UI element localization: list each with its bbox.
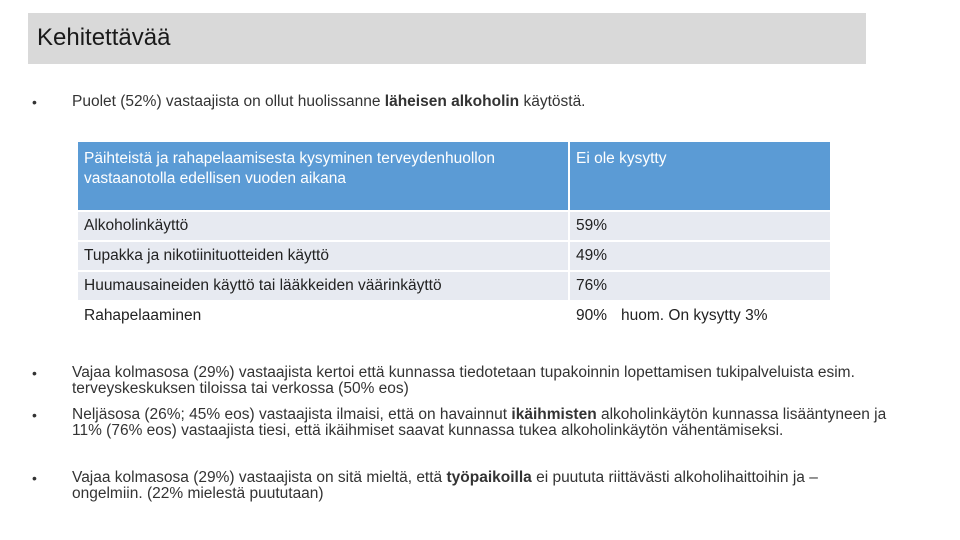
row-value: 59%: [570, 212, 830, 240]
slide-title: Kehitettävää: [37, 24, 171, 51]
table-header-topic: Päihteistä ja rahapelaamisesta kysyminen terveydenhuollon vastaanotolla edellisen vuoden aikana: [78, 142, 570, 210]
table-header-row: [78, 142, 830, 210]
bullet-text: Vajaa kolmasosa (29%) vastaajista on sitä mieltä, että työpaikoilla ei puututa riittävästi alkoholihaittoihin ja –ongelmiin. (22% mielestä puututaan): [72, 469, 818, 502]
bullet-dot-icon: •: [32, 94, 37, 110]
table-row: [78, 302, 830, 330]
row-label: Alkoholinkäyttö: [78, 212, 570, 240]
row-value: 90%: [576, 307, 608, 324]
bullet-text: Neljäsosa (26%; 45% eos) vastaajista ilmaisi, että on havainnut ikäihmisten alkoholinkäytön kunnassa lisääntyneen ja 11% (76% eos) vastaajista tiesi, että ikäihmiset saavat kunnassa tukea alkoholinkäytön vähentämiseksi.: [72, 406, 887, 439]
row-note: huom. On kysytty 3%: [621, 307, 768, 324]
bullet-text: Puolet (52%) vastaajista on ollut huolissanne läheisen alkoholin käytöstä.: [72, 93, 586, 110]
bullet-dot-icon: •: [32, 470, 37, 486]
table-row: [78, 272, 830, 300]
row-value: 76%: [570, 272, 830, 300]
table-header-not-asked: Ei ole kysytty: [570, 142, 830, 210]
title-bar: [28, 13, 866, 64]
row-value: 49%: [570, 242, 830, 270]
bullet-text: Vajaa kolmasosa (29%) vastaajista kertoi että kunnassa tiedotetaan tupakoinnin lopettamisen tukipalveluista esim. terveyskeskuksen tiloissa tai verkossa (50% eos): [72, 364, 855, 397]
table-row: [78, 212, 830, 240]
row-value-with-note: [570, 302, 830, 330]
table-row: [78, 242, 830, 270]
survey-table: [78, 140, 830, 332]
row-label: Rahapelaaminen: [78, 302, 570, 330]
row-label: Huumausaineiden käyttö tai lääkkeiden väärinkäyttö: [78, 272, 570, 300]
bullet-dot-icon: •: [32, 407, 37, 423]
row-label: Tupakka ja nikotiinituotteiden käyttö: [78, 242, 570, 270]
bullet-dot-icon: •: [32, 365, 37, 381]
